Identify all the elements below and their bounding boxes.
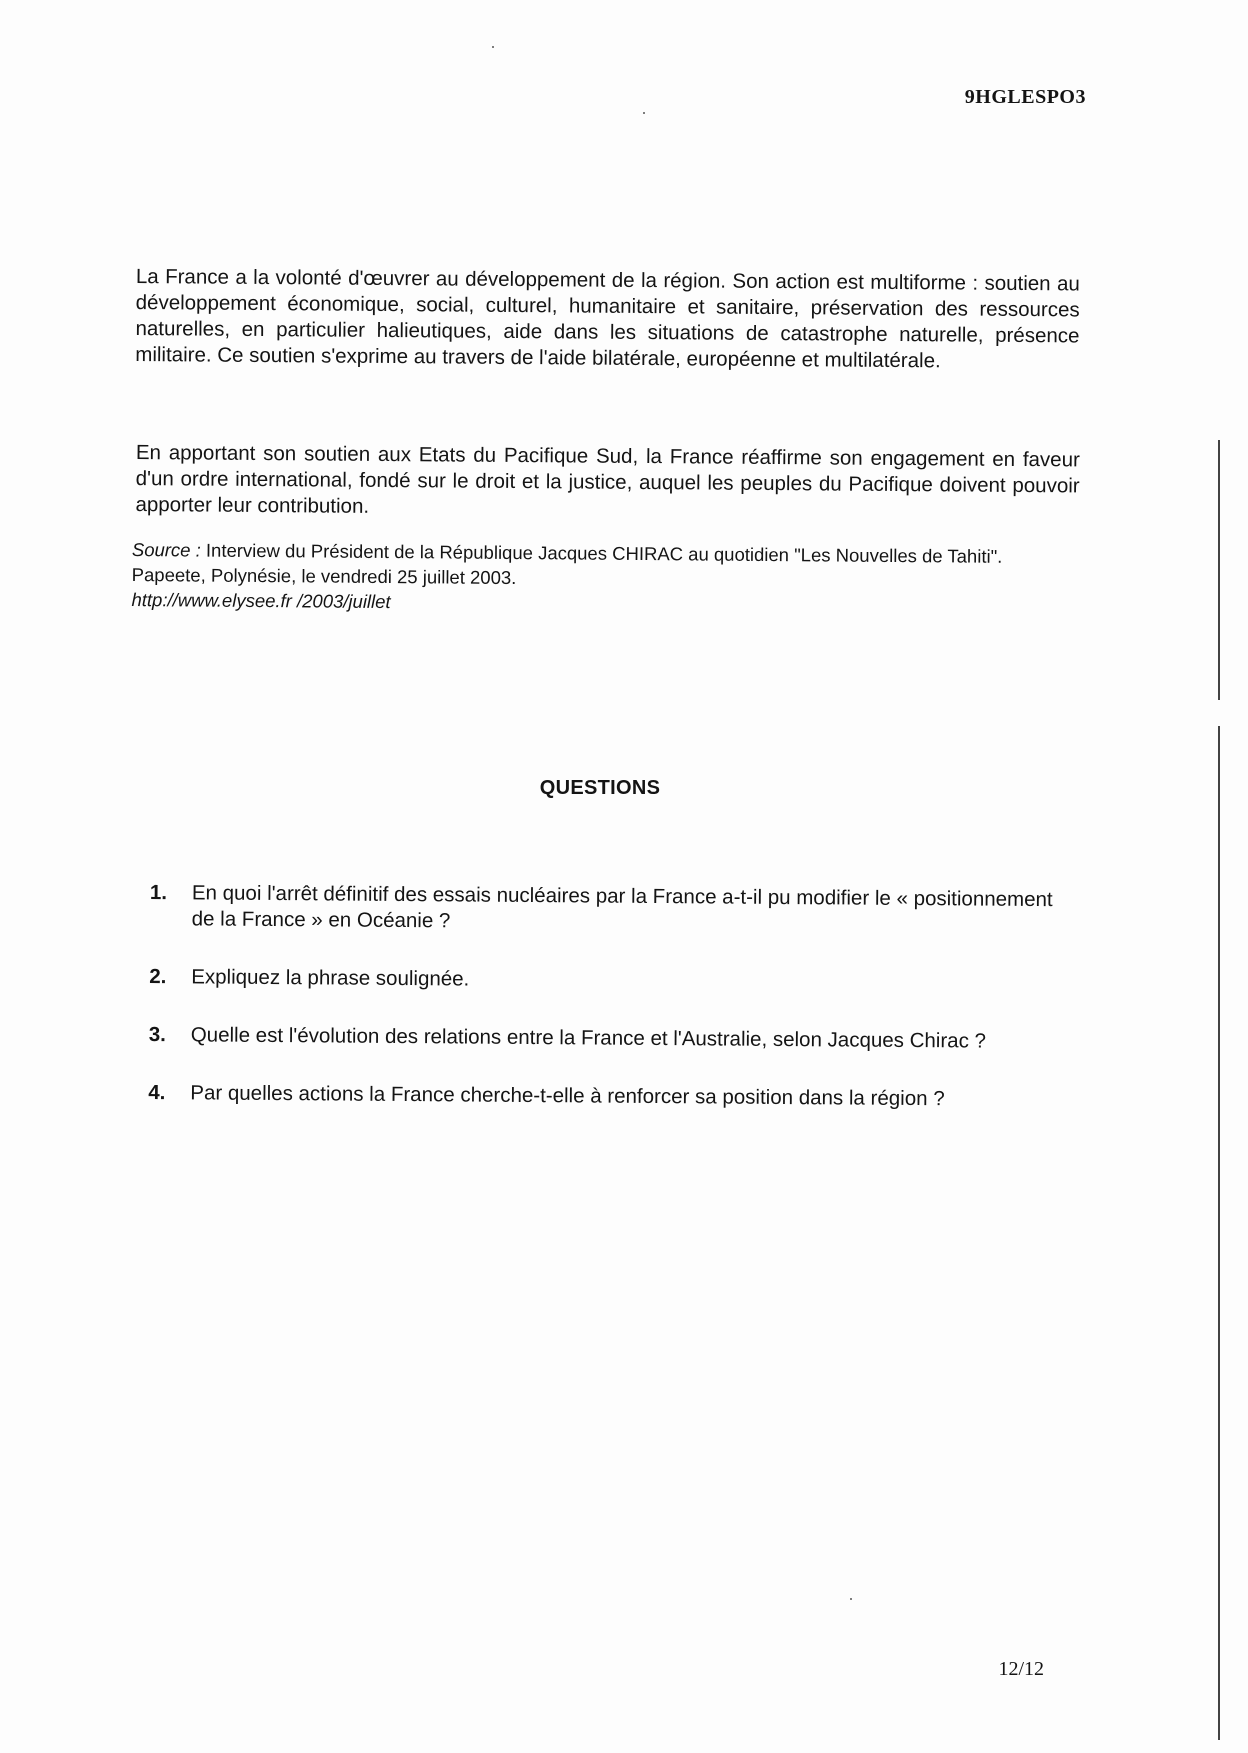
body-paragraph-2: En apportant son soutien aux Etats du Pacifique Sud, la France réaffirme son engagement en faveur d'un ordre international, fondé sur le droit et la justice, auquel les peuples du Pacifique doivent pouvoir apporter leur contribution. — [135, 440, 1080, 518]
question-text: En quoi l'arrêt définitif des essais nucléaires par la France a-t-il pu modifier le « positionnement de la France » en Océanie ? — [191, 881, 1053, 933]
question-item — [148, 1080, 1068, 1113]
question-item — [149, 964, 1069, 997]
question-item — [150, 880, 1070, 939]
question-text: Quelle est l'évolution des relations entre la France et l'Australie, selon Jacques Chirac ? — [190, 1023, 987, 1053]
question-number: 2. — [149, 964, 167, 989]
scan-edge-line — [1218, 440, 1220, 1740]
question-text: Par quelles actions la France cherche-t-elle à renforcer sa position dans la région ? — [190, 1081, 945, 1111]
question-number: 4. — [148, 1080, 166, 1105]
source-label: Source : — [131, 538, 201, 561]
question-number: 3. — [148, 1022, 166, 1047]
page-number: 12/12 — [998, 1658, 1044, 1680]
source-text: Interview du Président de la République Jacques CHIRAC au quotidien "Les Nouvelles de Tahiti". Papeete, Polynésie, le vendredi 25 juillet 2003. — [131, 539, 1003, 589]
body-paragraph-1: La France a la volonté d'œuvrer au développement de la région. Son action est multiforme : soutien au développement économique, social, culturel, humanitaire et sanitaire, préservation des ressources naturelles, en particulier halieutiques, aide dans les situations de catastrophe naturelle, présence militaire. Ce soutien s'exprime au travers de l'aide bilatérale, européenne et multilatérale. — [135, 264, 1080, 372]
questions-list — [148, 880, 1070, 1145]
source-url: http://www.elysee.fr /2003/juillet — [131, 588, 391, 613]
document-code: 9HGLESPO3 — [964, 86, 1086, 108]
scan-speck — [643, 112, 645, 114]
question-text: Expliquez la phrase soulignée. — [191, 965, 470, 991]
scan-speck — [850, 1598, 852, 1600]
questions-title: QUESTIONS — [539, 777, 661, 799]
source-citation — [131, 537, 1032, 619]
question-item — [149, 1022, 1069, 1055]
question-number: 1. — [149, 880, 168, 905]
scan-speck — [492, 46, 494, 48]
